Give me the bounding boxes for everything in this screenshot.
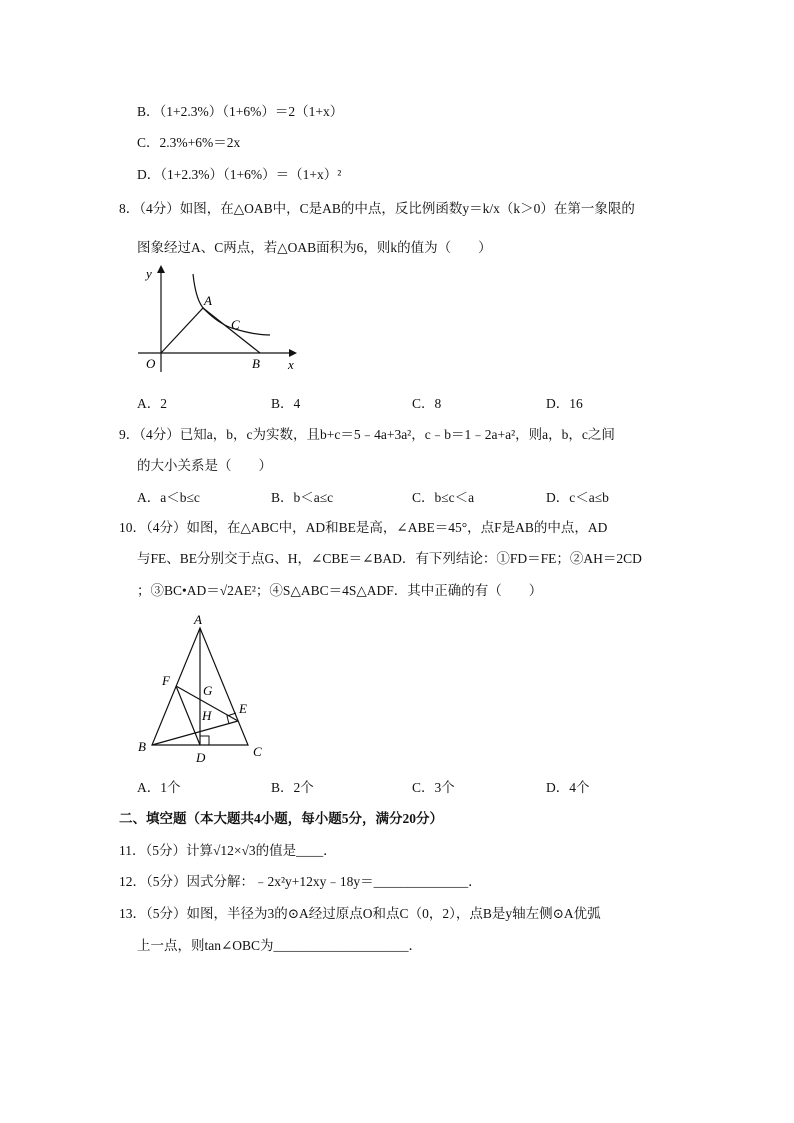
q10-label-a: A: [194, 612, 202, 627]
q13-stem-line1: 13．（5分）如图，半径为3的⊙A经过原点O和点C（0，2），点B是y轴左侧⊙A优弧: [119, 906, 601, 921]
q10-label-e: E: [239, 701, 247, 716]
q7-option-d: D．（1+2.3%）（1+6%）＝（1+x）²: [137, 167, 342, 182]
q10-option-c: C．3个: [412, 780, 455, 795]
q9-option-c: C．b≤c＜a: [412, 490, 475, 505]
q10-label-c: C: [253, 744, 262, 759]
q8-stem-line2: 图象经过A、C两点，若△OAB面积为6，则k的值为（ ）: [137, 240, 492, 255]
q10-stem-line3: ；③BC•AD＝√2AE²；④S△ABC＝4S△ADF．其中正确的有（ ）: [137, 583, 543, 598]
q9-option-d: D．c＜a≤b: [546, 490, 609, 505]
q10-option-b: B．2个: [271, 780, 314, 795]
q7-option-b: B．（1+2.3%）（1+6%）＝2（1+x）: [137, 104, 344, 119]
q8-y-arrow: [157, 265, 165, 273]
q9-stem-line2: 的大小关系是（ ）: [137, 458, 272, 473]
q10-stem-line1: 10．（4分）如图，在△ABC中，AD和BE是高，∠ABE＝45°，点F是AB的中点，AD: [119, 520, 608, 535]
q10-right-angle-d: [200, 736, 209, 745]
q8-label-c: C: [231, 317, 240, 332]
q8-label-b: B: [252, 356, 260, 371]
q11-text: 11．（5分）计算√12×√3的值是____．: [119, 843, 337, 858]
q8-label-x: x: [288, 357, 294, 372]
q10-label-b: B: [138, 739, 146, 754]
section-2-title: 二、填空题（本大题共4小题，每小题5分，满分20分）: [119, 811, 443, 826]
q8-figure: [130, 262, 310, 380]
q10-segment-fd: [176, 686, 200, 745]
q9-option-a: A．a＜b≤c: [137, 490, 200, 505]
q10-option-d: D．4个: [546, 780, 590, 795]
q10-label-d: D: [196, 750, 206, 765]
q10-label-f: F: [162, 673, 170, 688]
q8-label-o: O: [146, 356, 156, 371]
q8-option-d: D．16: [546, 396, 583, 411]
q12-text: 12．（5分）因式分解：﹣2x²y+12xy﹣18y＝______________．: [119, 874, 482, 889]
q8-option-c: C．8: [412, 396, 442, 411]
q10-option-a: A．1个: [137, 780, 181, 795]
q13-stem-line2: 上一点，则tan∠OBC为____________________．: [137, 938, 423, 953]
q8-stem-line1: 8．（4分）如图，在△OAB中，C是AB的中点，反比例函数y＝k/x（k＞0）在第一象限的: [119, 201, 635, 216]
q10-figure: [130, 610, 280, 768]
q10-label-g: G: [203, 683, 213, 698]
q8-option-b: B．4: [271, 396, 301, 411]
q9-option-b: B．b＜a≤c: [271, 490, 334, 505]
q10-stem-line2: 与FE、BE分别交于点G、H，∠CBE＝∠BAD．有下列结论：①FD＝FE；②AH＝2CD: [137, 551, 642, 566]
q8-option-a: A．2: [137, 396, 167, 411]
q8-label-a: A: [204, 293, 212, 308]
q7-option-c: C．2.3%+6%＝2x: [137, 135, 241, 150]
q9-stem-line1: 9．（4分）已知a，b，c为实数，且b+c＝5﹣4a+3a²，c﹣b＝1﹣2a+a²，则a，b，c之间: [119, 427, 615, 442]
q10-label-h: H: [202, 708, 212, 723]
q8-x-arrow: [289, 349, 297, 357]
q8-label-y: y: [146, 266, 152, 281]
